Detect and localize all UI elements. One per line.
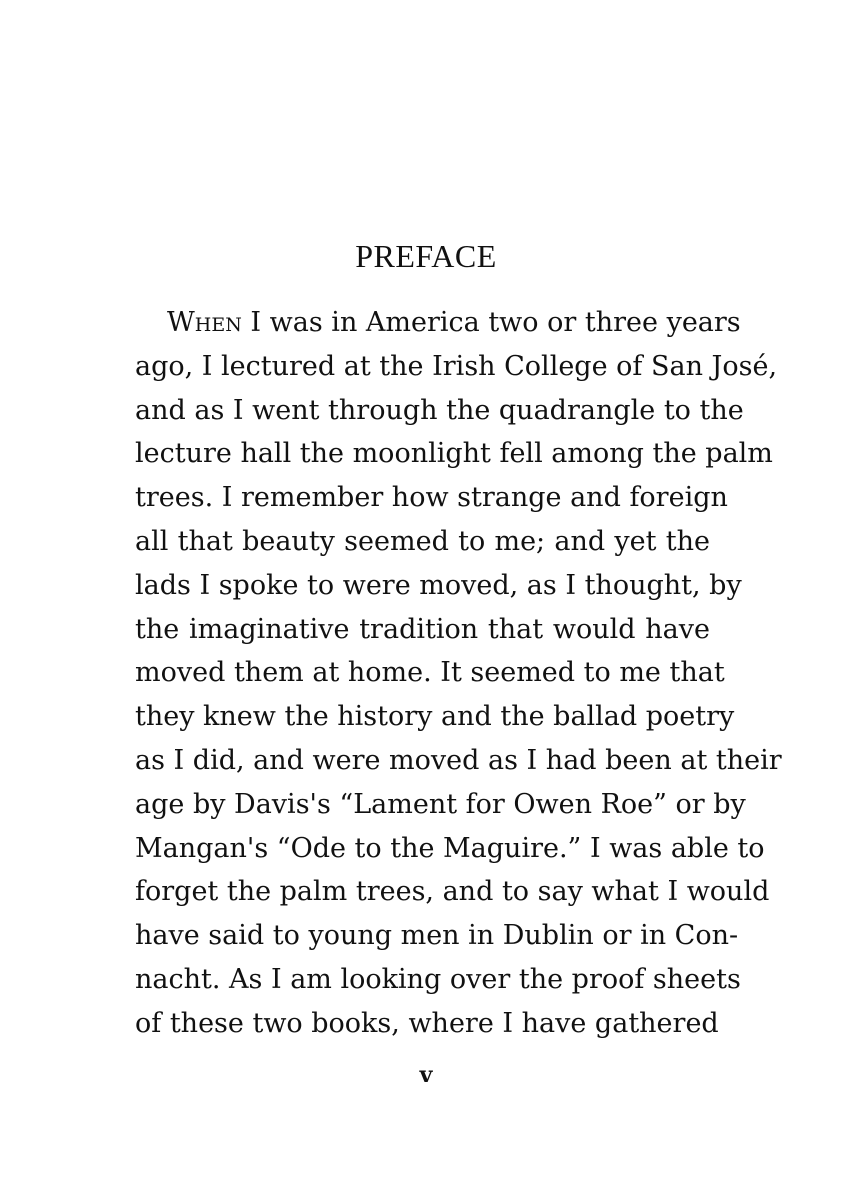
text-line: have said to young men in Dublin or in Con- — [135, 920, 739, 952]
text-line: Mangan's “Ode to the Maguire.” I was able to — [135, 832, 765, 864]
first-line-rest: I was in America two or three years — [241, 307, 741, 338]
chapter-title: PREFACE — [355, 238, 497, 274]
text-line: forget the palm trees, and to say what I would — [135, 876, 770, 908]
text-line: moved them at home. It seemed to me that — [135, 657, 725, 689]
text-line: the imaginative tradition that would have — [135, 613, 710, 645]
preface-body — [135, 301, 782, 1046]
text-line: lecture hall the moonlight fell among the palm — [135, 438, 773, 470]
text-line: trees. I remember how strange and foreign — [135, 482, 728, 514]
text-line: and as I went through the quadrangle to the — [135, 394, 744, 426]
text-line: ago, I lectured at the Irish College of San José, — [135, 350, 778, 382]
text-line: lads I spoke to were moved, as I thought, by — [135, 569, 742, 601]
text-line: age by Davis's “Lament for Owen Roe” or by — [135, 788, 746, 820]
text-line: as I did, and were moved as I had been at their — [135, 744, 782, 776]
opening-word: When — [167, 307, 242, 338]
text-line: of these two books, where I have gathered — [135, 1007, 719, 1039]
text-line: nacht. As I am looking over the proof sheets — [135, 963, 741, 995]
text-line — [135, 301, 741, 345]
page-number: v — [419, 1062, 433, 1088]
text-line: all that beauty seemed to me; and yet the — [135, 525, 710, 557]
text-line: they knew the history and the ballad poetry — [135, 701, 735, 733]
